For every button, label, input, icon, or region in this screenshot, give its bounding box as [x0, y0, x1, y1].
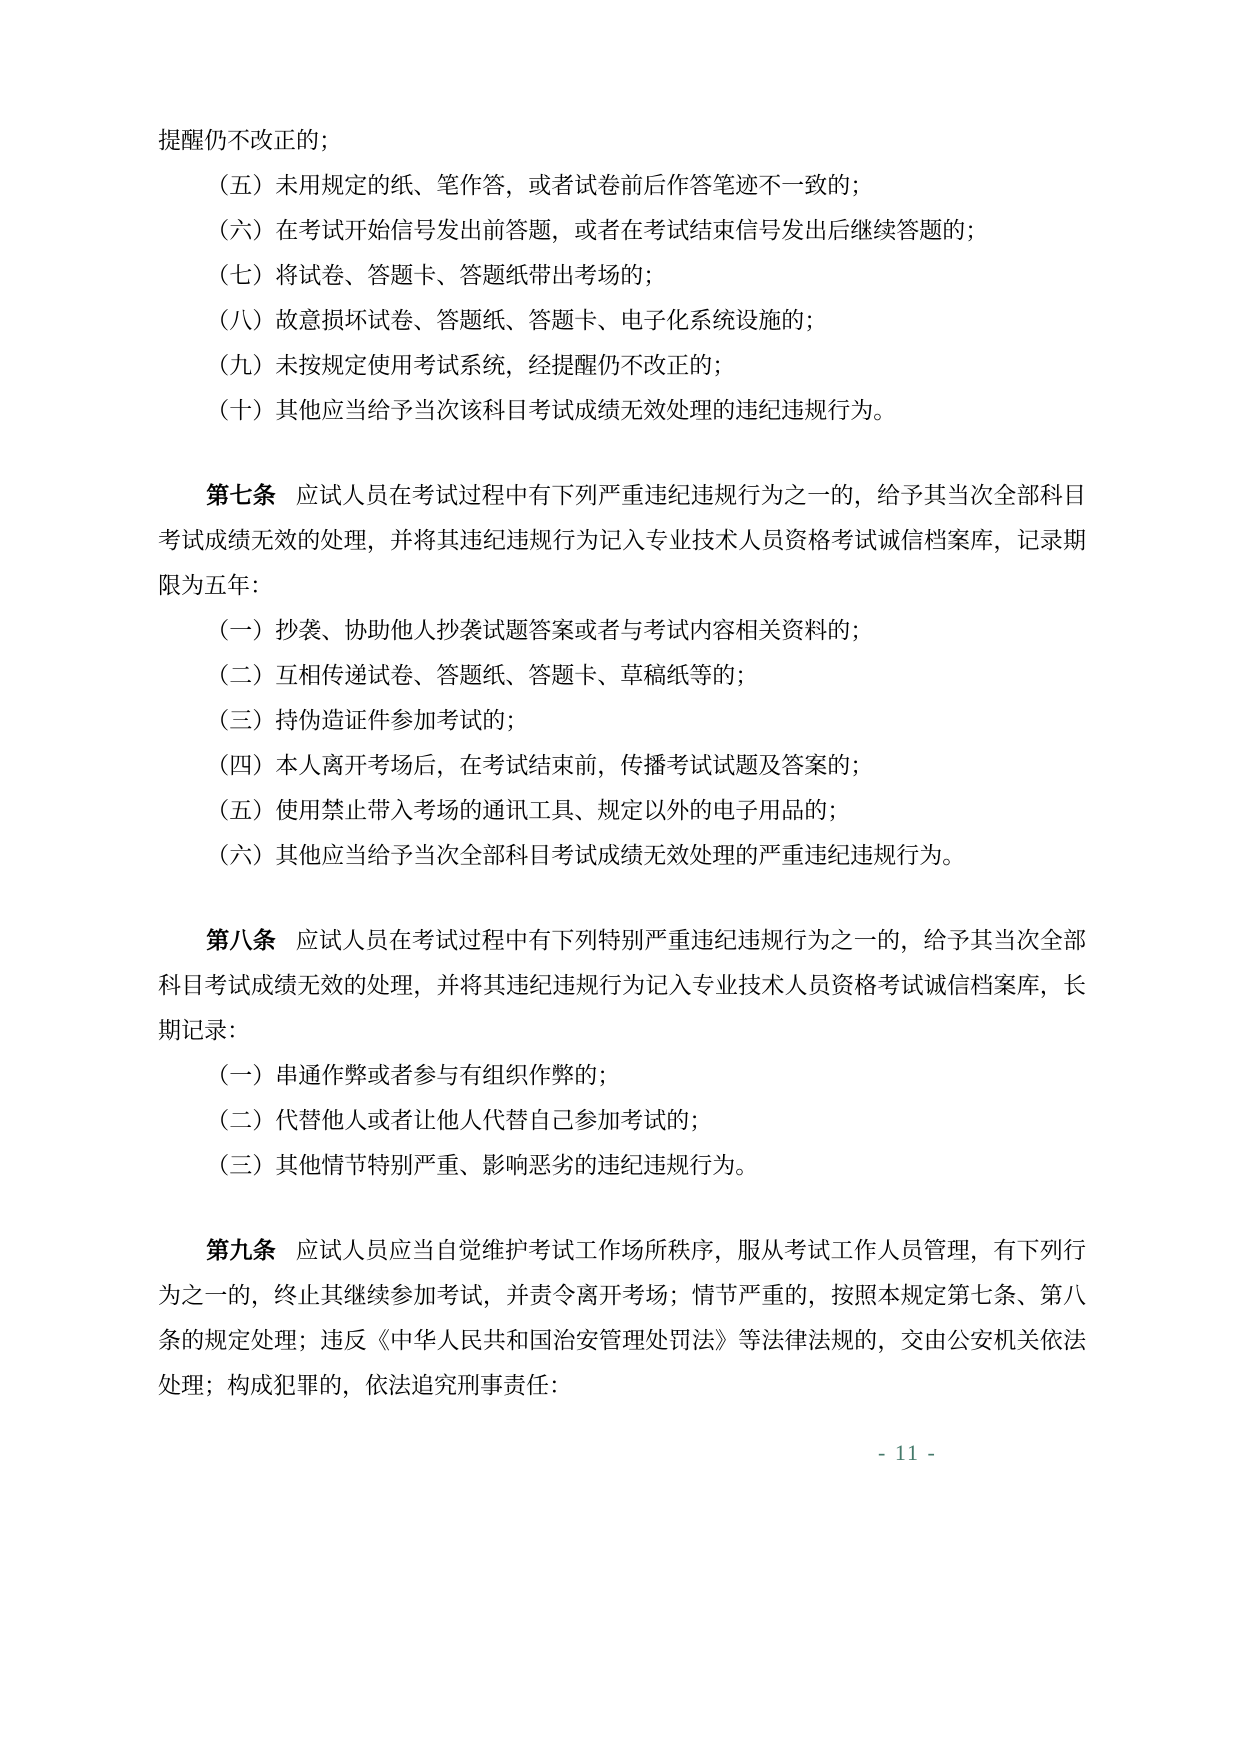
- article-number: 第七条: [206, 483, 277, 508]
- article-text: 应试人员应当自觉维护考试工作场所秩序，服从考试工作人员管理，有下列行为之一的，终止其继续参加考试，并责令离开考场；情节严重的，按照本规定第七条、第八条的规定处理；违反《中华人民共和国治安管理处罚法》等法律法规的，交由公安机关依法处理；构成犯罪的，依法追究刑事责任：: [158, 1238, 1087, 1398]
- list-item: （十）其他应当给予当次该科目考试成绩无效处理的违纪违规行为。: [206, 398, 897, 423]
- list-item: （六）其他应当给予当次全部科目考试成绩无效处理的严重违纪违规行为。: [206, 843, 966, 868]
- article-paragraph: [158, 918, 1086, 1053]
- list-item: （二）互相传递试卷、答题纸、答题卡、草稿纸等的；: [206, 663, 759, 688]
- page-number: - 11 -: [878, 1440, 937, 1465]
- list-item: （九）未按规定使用考试系统，经提醒仍不改正的；: [206, 353, 736, 378]
- article-text: 应试人员在考试过程中有下列严重违纪违规行为之一的，给予其当次全部科目考试成绩无效的处理，并将其违纪违规行为记入专业技术人员资格考试诚信档案库，记录期限为五年：: [158, 483, 1087, 598]
- list-item: （三）其他情节特别严重、影响恶劣的违纪违规行为。: [206, 1153, 759, 1178]
- list-item: （八）故意损坏试卷、答题纸、答题卡、电子化系统设施的；: [206, 308, 828, 333]
- list-item: （五）使用禁止带入考场的通讯工具、规定以外的电子用品的；: [206, 798, 851, 823]
- list-item: （一）抄袭、协助他人抄袭试题答案或者与考试内容相关资料的；: [206, 618, 874, 643]
- list-item: （二）代替他人或者让他人代替自己参加考试的；: [206, 1108, 713, 1133]
- paragraph: 提醒仍不改正的；: [158, 128, 342, 153]
- article-number: 第九条: [206, 1238, 277, 1263]
- list-item: （三）持伪造证件参加考试的；: [206, 708, 529, 733]
- list-item: （一）串通作弊或者参与有组织作弊的；: [206, 1063, 621, 1088]
- document-content: [158, 118, 1086, 1408]
- list-item: （七）将试卷、答题卡、答题纸带出考场的；: [206, 263, 667, 288]
- article-paragraph: [158, 1228, 1086, 1408]
- list-item: （四）本人离开考场后，在考试结束前，传播考试试题及答案的；: [206, 753, 874, 778]
- article-number: 第八条: [206, 928, 277, 953]
- list-item: （五）未用规定的纸、笔作答，或者试卷前后作答笔迹不一致的；: [206, 173, 874, 198]
- article-text: 应试人员在考试过程中有下列特别严重违纪违规行为之一的，给予其当次全部科目考试成绩无效的处理，并将其违纪违规行为记入专业技术人员资格考试诚信档案库，长期记录：: [158, 928, 1087, 1043]
- list-item: （六）在考试开始信号发出前答题，或者在考试结束信号发出后继续答题的；: [206, 218, 989, 243]
- article-paragraph: [158, 473, 1086, 608]
